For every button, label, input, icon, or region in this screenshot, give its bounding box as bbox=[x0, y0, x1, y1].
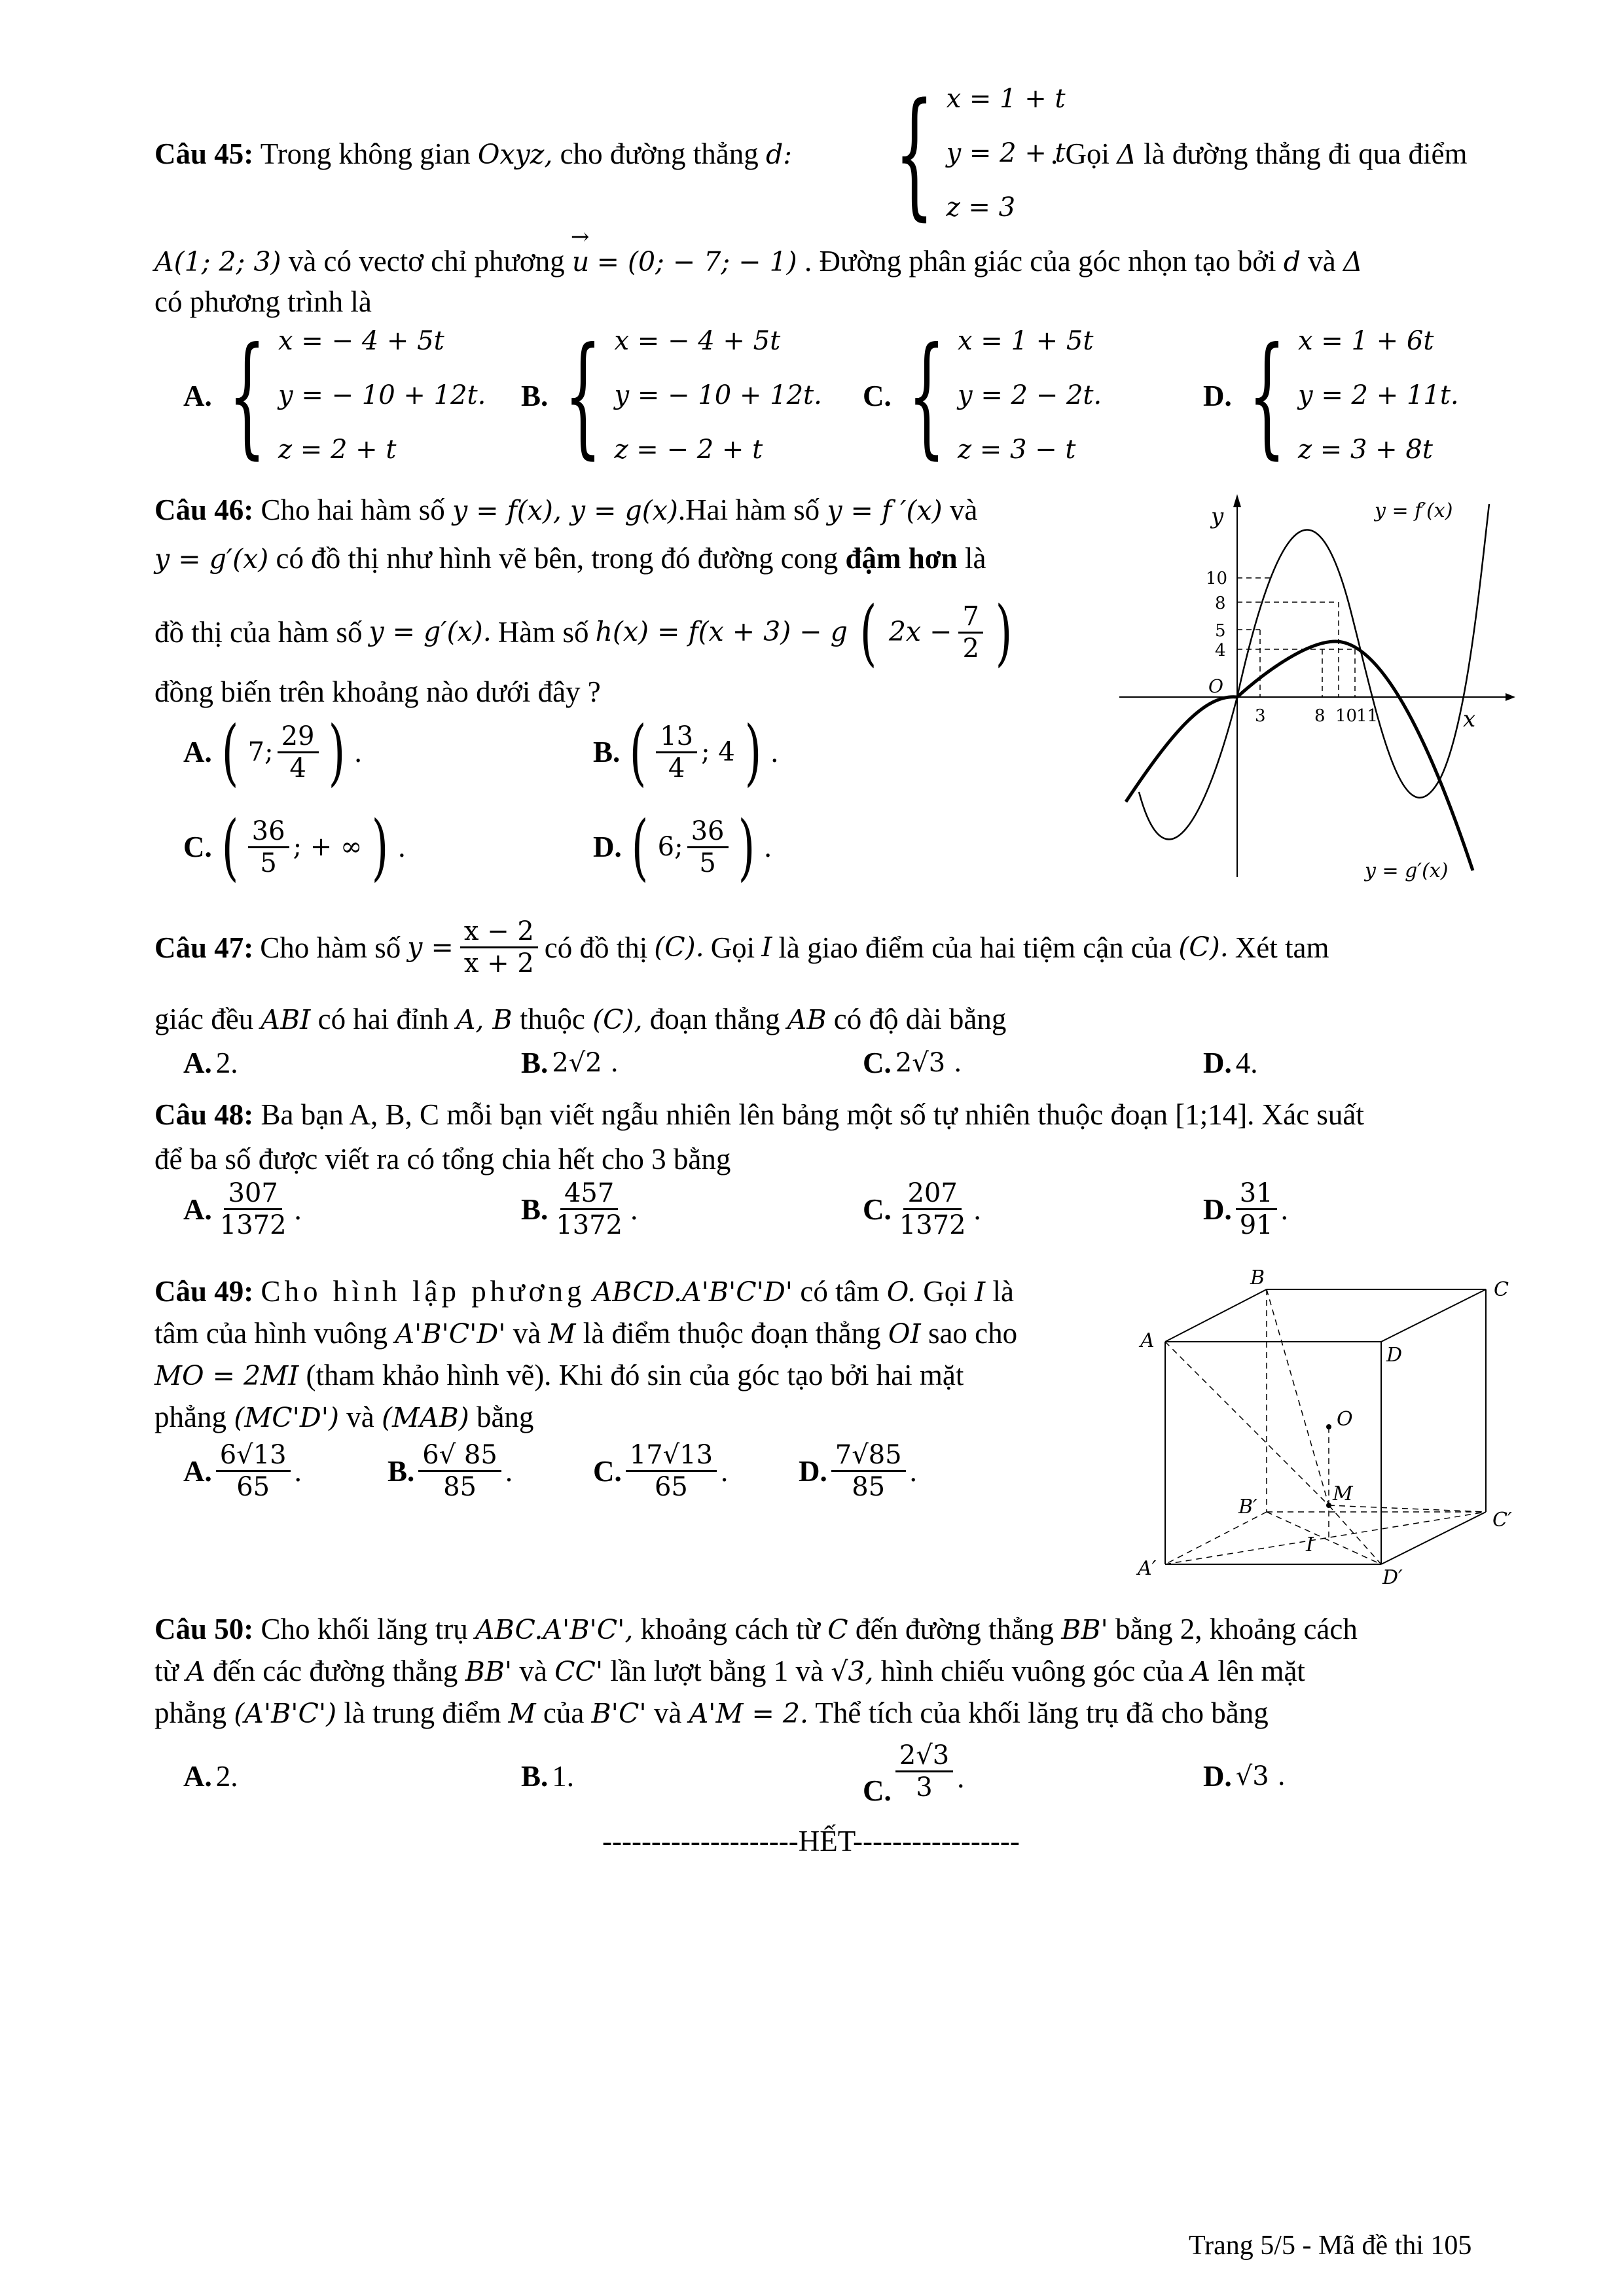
q49-cube-figure bbox=[1126, 1270, 1519, 1597]
q45-option-d[interactable]: D. { x = 1 + 6t y = 2 + 11t. z = 3 + 8t bbox=[1203, 319, 1459, 472]
q48-option-a[interactable]: A. $\frac{307}{1372}$ . bbox=[183, 1178, 302, 1240]
q47-line1: Câu 47: Cho hàm số y = $\frac{x - 2}{x + 2}$ có đồ thị (C). Gọi I là giao điểm của hai tiệm cận của (C). Xét tam bbox=[154, 916, 1329, 978]
cube-vertex-label: B′ bbox=[1238, 1496, 1257, 1518]
q50-option-b[interactable]: B. 1. bbox=[521, 1760, 575, 1793]
q47-option-c[interactable]: C. 2√3 . bbox=[863, 1047, 962, 1079]
fraction: $\frac{7}{2}$ bbox=[958, 601, 983, 664]
q47-option-b[interactable]: B. 2√2 . bbox=[521, 1047, 619, 1079]
q46-option-a[interactable]: A. ( 7; $\frac{29}{4}$ ) . bbox=[183, 710, 362, 794]
y-axis-label: y bbox=[1211, 503, 1224, 529]
q45-line1-end: . Gọi Δ là đường thẳng đi qua điểm bbox=[1051, 137, 1468, 170]
q49-option-b[interactable]: B. $\frac{6√ 85}{85}$ . bbox=[388, 1440, 513, 1502]
q49-line4: phẳng (MC'D') và (MAB) bằng bbox=[154, 1401, 534, 1433]
question-label: Câu 45: bbox=[154, 137, 254, 170]
y-tick: 4 bbox=[1215, 641, 1226, 660]
fraction: $\frac{x - 2}{x + 2}$ bbox=[460, 916, 538, 978]
q46-option-c[interactable]: C. ( $\frac{36}{5}$ ; + ∞ ) . bbox=[183, 805, 406, 889]
x-tick: 11 bbox=[1356, 706, 1379, 726]
q47-option-a[interactable]: A. 2. bbox=[183, 1047, 238, 1079]
cube-vertex-label: I bbox=[1306, 1534, 1314, 1556]
q47-option-d[interactable]: D. 4. bbox=[1203, 1047, 1258, 1079]
q45-option-b[interactable]: B. { x = − 4 + 5t y = − 10 + 12t. z = − 2 + t bbox=[521, 319, 822, 472]
q45-line2: A(1; 2; 3) và có vectơ chỉ phương → u = (0; − 7; − 1) . Đường phân giác của góc nhọn tạo bởi d và Δ bbox=[154, 224, 1363, 278]
q46-graph bbox=[1113, 484, 1519, 890]
q45-option-a[interactable]: A. { x = − 4 + 5t y = − 10 + 12t. z = 2 + t bbox=[183, 319, 486, 472]
q48-option-b[interactable]: B. $\frac{457}{1372}$ . bbox=[521, 1178, 638, 1240]
q49-option-d[interactable]: D. $\frac{7√85}{85}$ . bbox=[799, 1440, 917, 1502]
x-axis-label: x bbox=[1463, 706, 1476, 732]
question-label: Câu 49: bbox=[154, 1275, 254, 1308]
q48-line1: Câu 48: Ba bạn A, B, C mỗi bạn viết ngẫu nhiên lên bảng một số tự nhiên thuộc đoạn [1;14]. Xác suất bbox=[154, 1098, 1364, 1131]
cube-vertex-label: C′ bbox=[1492, 1509, 1512, 1532]
q46-line4: đồng biến trên khoảng nào dưới đây ? bbox=[154, 675, 601, 708]
y-tick: 5 bbox=[1215, 621, 1226, 641]
q46-option-d[interactable]: D. ( 6; $\frac{36}{5}$ ) . bbox=[593, 805, 772, 889]
page-footer: Trang 5/5 - Mã đề thi 105 bbox=[1189, 2231, 1472, 2261]
x-tick: 10 bbox=[1335, 706, 1358, 726]
q50-line1: Câu 50: Cho khối lăng trụ ABC.A'B'C', khoảng cách từ C đến đường thẳng BB' bằng 2, khoảng cách bbox=[154, 1613, 1358, 1645]
x-tick: 3 bbox=[1255, 706, 1266, 726]
q46-option-b[interactable]: B. ( $\frac{13}{4}$ ; 4 ) . bbox=[593, 710, 778, 794]
question-label: Câu 47: bbox=[154, 931, 254, 964]
q50-option-d[interactable]: D. √3 . bbox=[1203, 1760, 1286, 1793]
end-marker: --------------------HẾT----------------- bbox=[602, 1825, 1020, 1857]
q49-option-c[interactable]: C. $\frac{17√13}{65}$ . bbox=[593, 1440, 729, 1502]
q46-line1: Câu 46: Cho hai hàm số y = f(x), y = g(x).Hai hàm số y = f ′(x) và bbox=[154, 493, 978, 526]
question-label: Câu 48: bbox=[154, 1098, 254, 1131]
q48-line2: để ba số được viết ra có tổng chia hết cho 3 bằng bbox=[154, 1143, 731, 1175]
q49-line1: Câu 49: Cho hình lập phương ABCD.A'B'C'D' có tâm O. Gọi I là bbox=[154, 1275, 1014, 1308]
cube-vertex-label: A′ bbox=[1138, 1557, 1157, 1580]
q45-line1: Câu 45: Trong không gian Oxyz, cho đường thẳng d: bbox=[154, 137, 793, 170]
cube-vertex-label: D′ bbox=[1382, 1566, 1403, 1589]
x-tick: 8 bbox=[1314, 706, 1326, 726]
question-label: Câu 46: bbox=[154, 493, 254, 526]
cube-vertex-label: B bbox=[1250, 1270, 1265, 1289]
g-prime-label: y = g′(x) bbox=[1365, 859, 1449, 882]
y-tick: 8 bbox=[1215, 594, 1226, 613]
q49-option-a[interactable]: A. $\frac{6√13}{65}$ . bbox=[183, 1440, 302, 1502]
vector-u: → u bbox=[570, 224, 590, 278]
cube-vertex-label: C bbox=[1494, 1278, 1509, 1301]
q48-option-d[interactable]: D. $\frac{31}{91}$ . bbox=[1203, 1178, 1288, 1240]
q47-line2: giác đều ABI có hai đỉnh A, B thuộc (C), đoạn thẳng AB có độ dài bằng bbox=[154, 1003, 1007, 1035]
q50-line2: từ A đến các đường thẳng BB' và CC' lần lượt bằng 1 và √3, hình chiếu vuông góc của A lên mặt bbox=[154, 1655, 1305, 1687]
cube-vertex-label: M bbox=[1333, 1482, 1353, 1505]
f-prime-label: y = f′(x) bbox=[1375, 499, 1453, 522]
q46-line2: y = g′(x) có đồ thị như hình vẽ bên, trong đó đường cong đậm hơn là bbox=[154, 542, 986, 575]
q45-line-d-system: { x = 1 + t y = 2 + t z = 3 bbox=[894, 73, 1066, 234]
q48-option-c[interactable]: C. $\frac{207}{1372}$ . bbox=[863, 1178, 981, 1240]
cube-vertex-label: D bbox=[1386, 1344, 1403, 1367]
cube-vertex-label: O bbox=[1337, 1408, 1353, 1431]
q49-line3: MO = 2MI (tham khảo hình vẽ). Khi đó sin của góc tạo bởi hai mặt bbox=[154, 1359, 964, 1391]
q49-line2: tâm của hình vuông A'B'C'D' và M là điểm thuộc đoạn thẳng OI sao cho bbox=[154, 1317, 1018, 1350]
q50-line3: phẳng (A'B'C') là trung điểm M của B'C' và A'M = 2. Thể tích của khối lăng trụ đã cho bằng bbox=[154, 1696, 1269, 1729]
q50-option-a[interactable]: A. 2. bbox=[183, 1760, 238, 1793]
origin-label: O bbox=[1208, 675, 1223, 697]
question-label: Câu 50: bbox=[154, 1613, 254, 1645]
q45-line3: có phương trình là bbox=[154, 285, 372, 318]
q45-option-c[interactable]: C. { x = 1 + 5t y = 2 − 2t. z = 3 − t bbox=[863, 319, 1102, 472]
q46-line3: đồ thị của hàm số y = g′(x). Hàm số h(x) = f(x + 3) − g ( 2x − $\frac{7}{2}$ ) bbox=[154, 590, 1013, 674]
y-tick: 10 bbox=[1206, 569, 1228, 588]
q50-option-c[interactable]: C. $\frac{2√3}{3}$ . bbox=[863, 1740, 965, 1807]
f-prime-curve bbox=[1139, 504, 1489, 839]
cube-vertex-label: A bbox=[1140, 1329, 1155, 1352]
